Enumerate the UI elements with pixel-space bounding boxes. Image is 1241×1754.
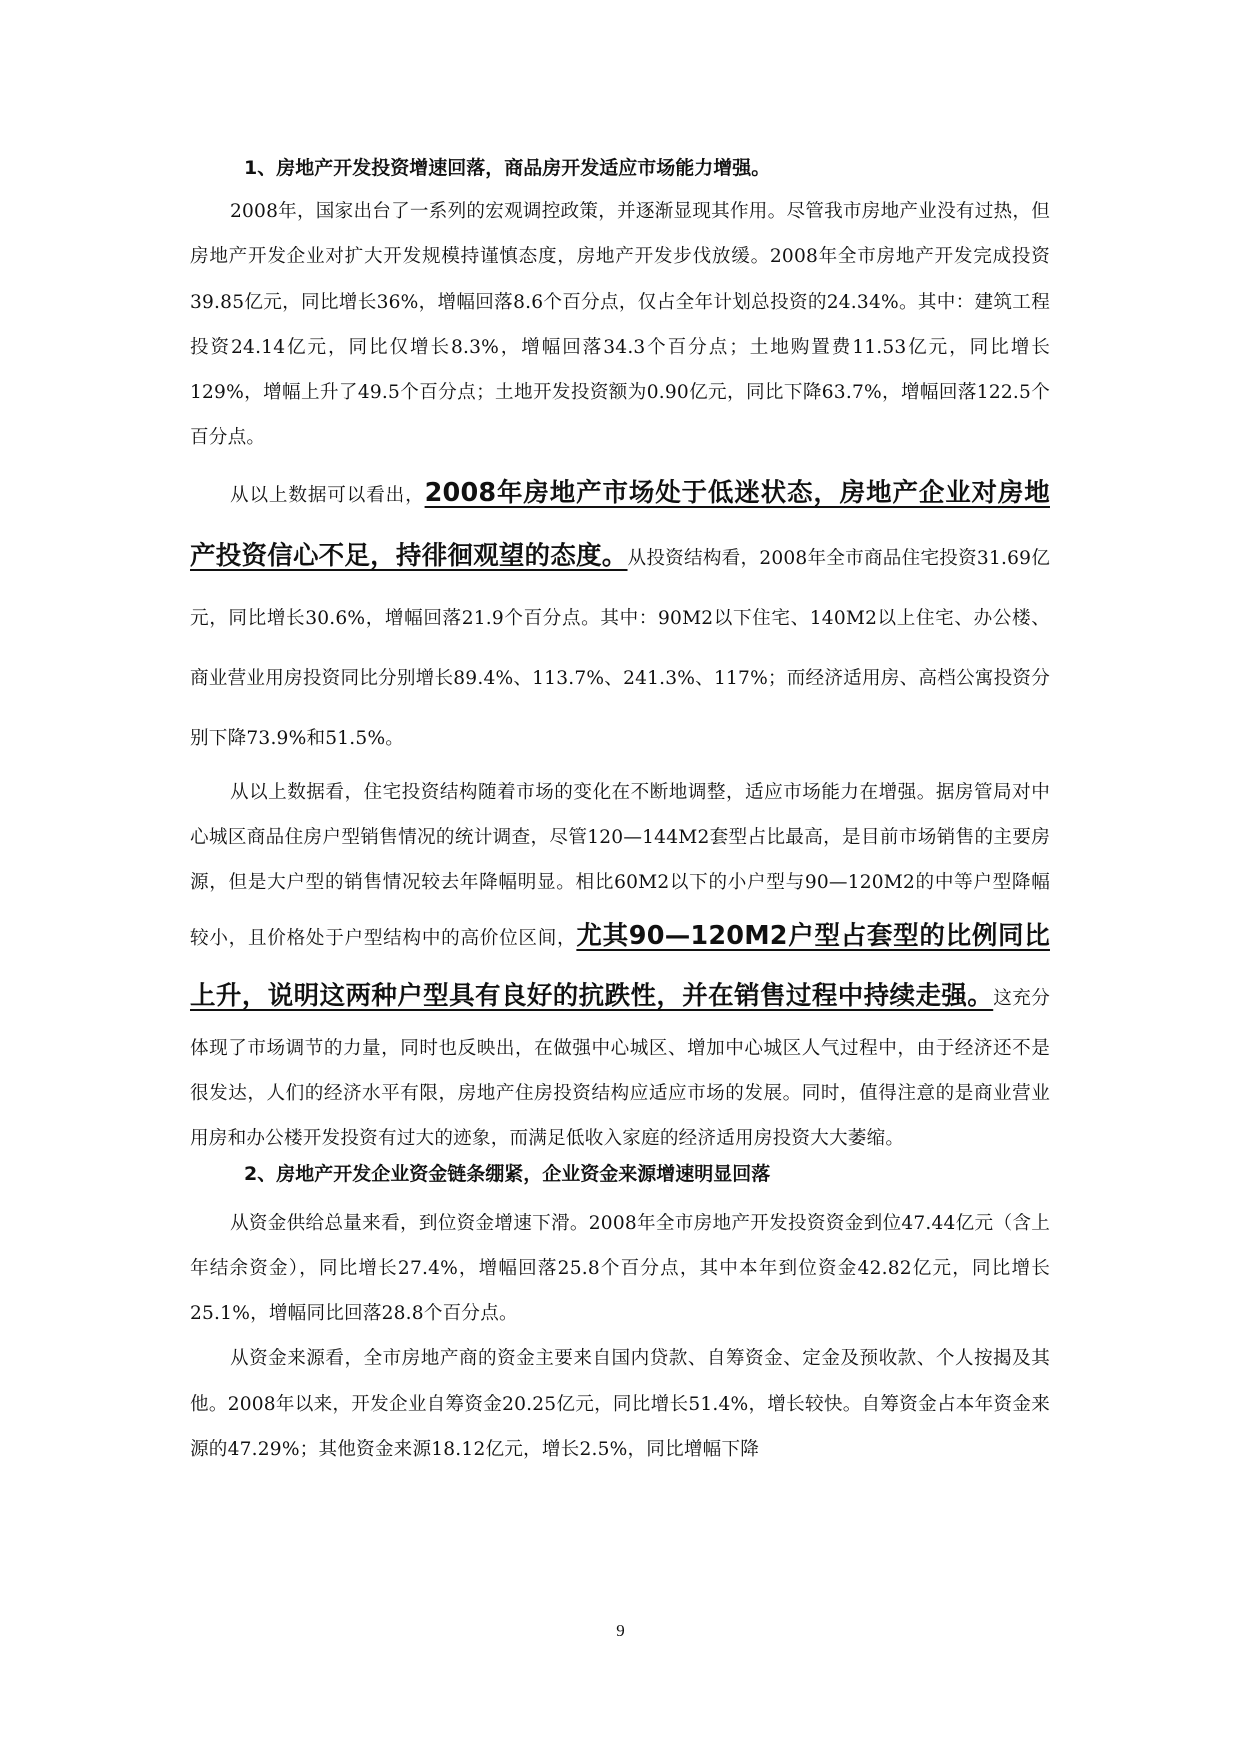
- paragraph-2-emphasis: 2008年房地产市场处于低迷状态，房地产企业对房地产投资信心不足，持徘徊观望的态度。: [190, 477, 1050, 571]
- section-2-paragraph-2: 从资金来源看，全市房地产商的资金主要来自国内贷款、自筹资金、定金及预收款、个人按揭及其他。2008年以来，开发企业自筹资金20.25亿元，同比增长51.4%，增长较快。自筹资金占本年资金来源的47.29%；其他资金来源18.12亿元，增长2.5%，同比增幅下降: [190, 1348, 1050, 1461]
- section-1-paragraph-1: 2008年，国家出台了一系列的宏观调控政策，并逐渐显现其作用。尽管我市房地产业没有过热，但房地产开发企业对扩大开发规模持谨慎态度，房地产开发步伐放缓。2008年全市房地产开发完成投资39.85亿元，同比增长36%，增幅回落8.6个百分点，仅占全年计划总投资的24.34%。其中：建筑工程投资24.14亿元，同比仅增长8.3%，增幅回落34.3个百分点；土地购置费11.53亿元，同比增长129%，增幅上升了49.5个百分点；土地开发投资额为0.90亿元，同比下降63.7%，增幅回落122.5个百分点。: [190, 201, 1050, 449]
- paragraph-3-lead: 从以上数据看，住宅投资结构随着市场的变化在不断地调整，适应市场能力在增强。据房管局对中心城区商品住房户型销售情况的统计调查，尽管120—144M2套型占比最高，是目前市场销售的主要房源，但是大户型的销售情况较去年降幅明显。相比60M2以下的小户型与90—120M2的中等户型降幅较小，且价格处于户型结构中的高价位区间，: [190, 781, 1050, 949]
- page-number: 9: [616, 1621, 625, 1640]
- paragraph-3-emphasis: 尤其90—120M2户型占套型的比例同比上升，说明这两种户型具有良好的抗跌性，并在销售过程中持续走强。: [190, 920, 1050, 1011]
- section-1-heading: 1、房地产开发投资增速回落，商品房开发适应市场能力增强。: [244, 157, 771, 179]
- paragraph-2-lead: 从以上数据可以看出，: [230, 484, 425, 506]
- page-content: [190, 156, 1050, 1472]
- section-2-paragraph-1: 从资金供给总量来看，到位资金增速下滑。2008年全市房地产开发投资资金到位47.44亿元（含上年结余资金），同比增长27.4%，增幅回落25.8个百分点，其中本年到位资金42.82亿元，同比增长25.1%，增幅同比回落28.8个百分点。: [190, 1212, 1050, 1325]
- section-1-paragraph-3: [190, 770, 1050, 1162]
- paragraph-3-tail: 这充分体现了市场调节的力量，同时也反映出，在做强中心城区、增加中心城区人气过程中，由于经济还不是很发达，人们的经济水平有限，房地产住房投资结构应适应市场的发展。同时，值得注意的是商业营业用房和办公楼开发投资有过大的迹象，而满足低收入家庭的经济适用房投资大大萎缩。: [190, 987, 1051, 1150]
- section-1-paragraph-2: [190, 463, 1050, 769]
- paragraph-2-tail: 从投资结构看，2008年全市商品住宅投资31.69亿元，同比增长30.6%，增幅回落21.9个百分点。其中：90M2以下住宅、140M2以上住宅、办公楼、商业营业用房投资同比分别增长89.4%、113.7%、241.3%、117%；而经济适用房、高档公寓投资分别下降73.9%和51.5%。: [190, 547, 1050, 749]
- section-2-heading: 2、房地产开发企业资金链条绷紧，企业资金来源增速明显回落: [244, 1162, 771, 1185]
